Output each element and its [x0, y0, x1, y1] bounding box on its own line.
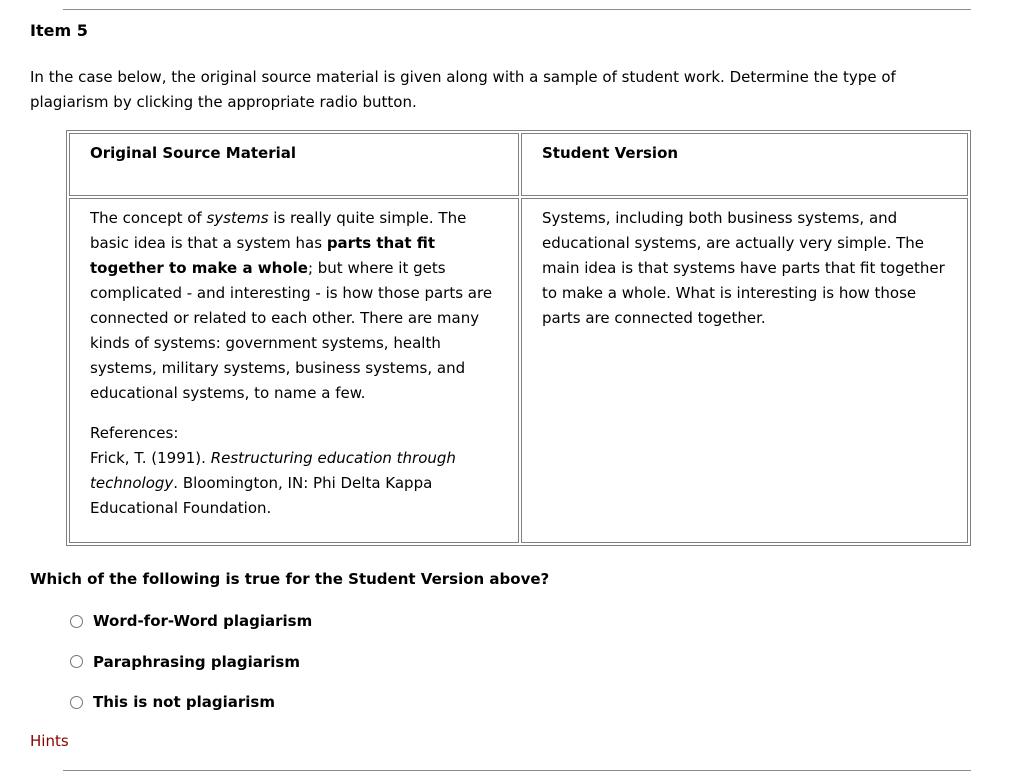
citation-title: Restructuring education through technology: [90, 449, 456, 492]
comparison-table: [66, 130, 971, 546]
table-body-row: [69, 198, 968, 543]
radio-not-plagiarism[interactable]: [70, 696, 83, 709]
question-text: Which of the following is true for the Student Version above?: [30, 570, 550, 588]
instructions-text: In the case below, the original source material is given along with a sample of student work. Determine the type of plagiarism by clicking the appropriate radio button.: [30, 68, 896, 111]
hints-link[interactable]: Hints: [30, 732, 69, 750]
original-source-paragraph: [90, 206, 498, 406]
references-label: References:: [90, 424, 179, 442]
option-not-plagiarism[interactable]: [70, 689, 312, 715]
table-header-row: [69, 133, 968, 196]
option-paraphrasing[interactable]: [70, 649, 312, 675]
original-text-strong: parts that fit together to make a whole: [90, 234, 436, 277]
bottom-divider: [63, 770, 971, 771]
original-text-part: is really quite simple. The basic idea is that a system has: [90, 209, 467, 252]
option-label: Paraphrasing plagiarism: [93, 652, 300, 671]
citation-author: Frick, T. (1991).: [90, 449, 211, 467]
top-divider: [63, 9, 971, 10]
option-word-for-word[interactable]: [70, 608, 312, 634]
original-source-cell: [69, 198, 519, 543]
original-text-emphasis: systems: [206, 209, 269, 227]
student-version-cell: [521, 198, 968, 543]
original-source-header: Original Source Material: [69, 133, 519, 196]
option-label: Word-for-Word plagiarism: [93, 612, 313, 630]
references-block: [90, 421, 498, 521]
option-label: This is not plagiarism: [93, 693, 275, 711]
student-version-text: Systems, including both business systems, and educational systems, are actually very simple. The main idea is that systems have parts that fit together to make a whole. What is interesting is how those parts are connected together.: [542, 209, 945, 327]
original-text-part: ; but where it gets complicated - and interesting - is how those parts are connected or related to each other. There are many kinds of systems: government systems, health systems, military systems, business systems, and educational systems, to name a few.: [90, 259, 493, 402]
reference-citation: [90, 446, 498, 521]
citation-publisher: . Bloomington, IN: Phi Delta Kappa Educational Foundation.: [90, 474, 433, 517]
item-title: Item 5: [30, 21, 88, 40]
student-version-header: Student Version: [521, 133, 968, 196]
radio-word-for-word[interactable]: [70, 615, 83, 628]
original-text-part: The concept of: [90, 209, 207, 227]
radio-paraphrasing[interactable]: [70, 655, 83, 668]
answer-options: [70, 608, 312, 730]
